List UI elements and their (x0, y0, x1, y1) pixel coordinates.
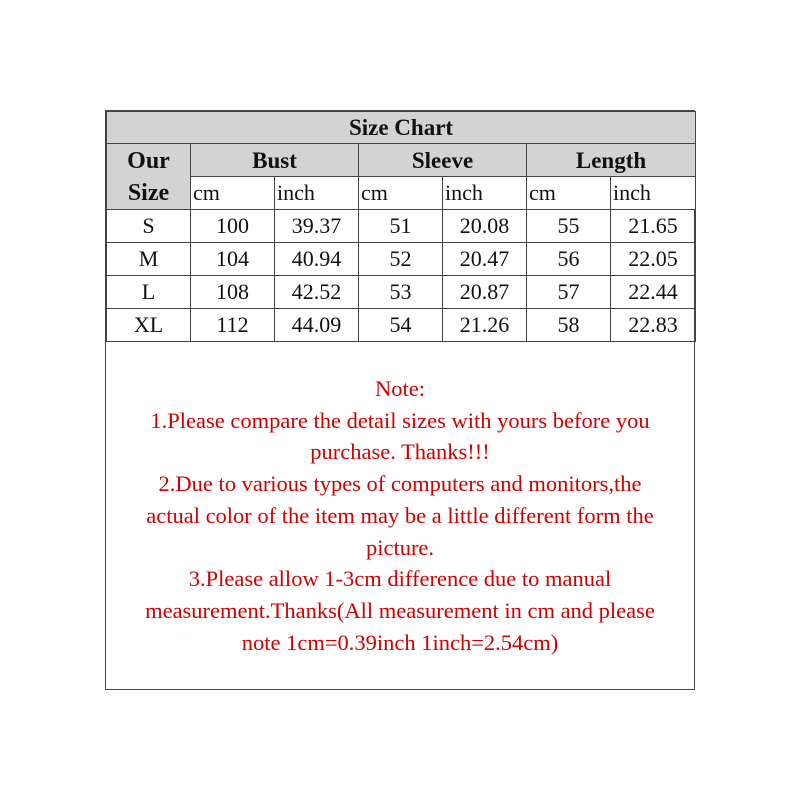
size-cell: L (107, 276, 191, 309)
value-cell: 21.26 (443, 309, 527, 342)
size-cell: XL (107, 309, 191, 342)
chart-title: Size Chart (107, 112, 696, 144)
note-line: 2.Due to various types of computers and monitors,the (158, 471, 642, 497)
value-cell: 40.94 (275, 243, 359, 276)
value-cell: 57 (527, 276, 611, 309)
sleeve-header: Sleeve (359, 144, 527, 177)
note-line: measurement.Thanks(All measurement in cm and please (145, 597, 655, 623)
note-line: purchase. Thanks!!! (310, 439, 490, 465)
value-cell: 55 (527, 210, 611, 243)
size-cell: M (107, 243, 191, 276)
value-cell: 44.09 (275, 309, 359, 342)
value-cell: 20.87 (443, 276, 527, 309)
note-line: actual color of the item may be a little different form the (146, 502, 654, 528)
note-line: picture. (365, 534, 435, 560)
unit-header: inch (275, 177, 359, 210)
note-line: 1.Please compare the detail sizes with yours before you (150, 407, 650, 433)
note-line: 3.Please allow 1-3cm difference due to manual (188, 566, 612, 592)
unit-header-row (107, 177, 696, 210)
value-cell: 39.37 (275, 210, 359, 243)
value-cell: 53 (359, 276, 443, 309)
unit-header: cm (191, 177, 275, 210)
bust-header: Bust (191, 144, 359, 177)
value-cell: 22.05 (611, 243, 696, 276)
group-header-row (107, 144, 696, 177)
size-header-line-1: Our (127, 147, 170, 174)
unit-header: cm (527, 177, 611, 210)
unit-header: cm (359, 177, 443, 210)
value-cell: 108 (191, 276, 275, 309)
value-cell: 22.44 (611, 276, 696, 309)
unit-header: inch (443, 177, 527, 210)
title-row (107, 112, 696, 144)
value-cell: 52 (359, 243, 443, 276)
value-cell: 58 (527, 309, 611, 342)
value-cell: 20.08 (443, 210, 527, 243)
value-cell: 112 (191, 309, 275, 342)
size-cell: S (107, 210, 191, 243)
table-row (107, 276, 696, 309)
table-row (107, 309, 696, 342)
value-cell: 42.52 (275, 276, 359, 309)
value-cell: 54 (359, 309, 443, 342)
size-chart (105, 110, 695, 690)
table-row (107, 243, 696, 276)
size-header-line-2: Size (127, 179, 170, 206)
size-column-header (107, 144, 191, 210)
table-row (107, 210, 696, 243)
value-cell: 104 (191, 243, 275, 276)
value-cell: 56 (527, 243, 611, 276)
value-cell: 21.65 (611, 210, 696, 243)
note-heading: Note: (375, 376, 425, 401)
unit-header: inch (611, 177, 696, 210)
notes-block (106, 373, 694, 658)
value-cell: 100 (191, 210, 275, 243)
value-cell: 22.83 (611, 309, 696, 342)
note-line: note 1cm=0.39inch 1inch=2.54cm) (241, 629, 559, 655)
size-table (106, 111, 696, 342)
value-cell: 20.47 (443, 243, 527, 276)
value-cell: 51 (359, 210, 443, 243)
length-header: Length (527, 144, 696, 177)
